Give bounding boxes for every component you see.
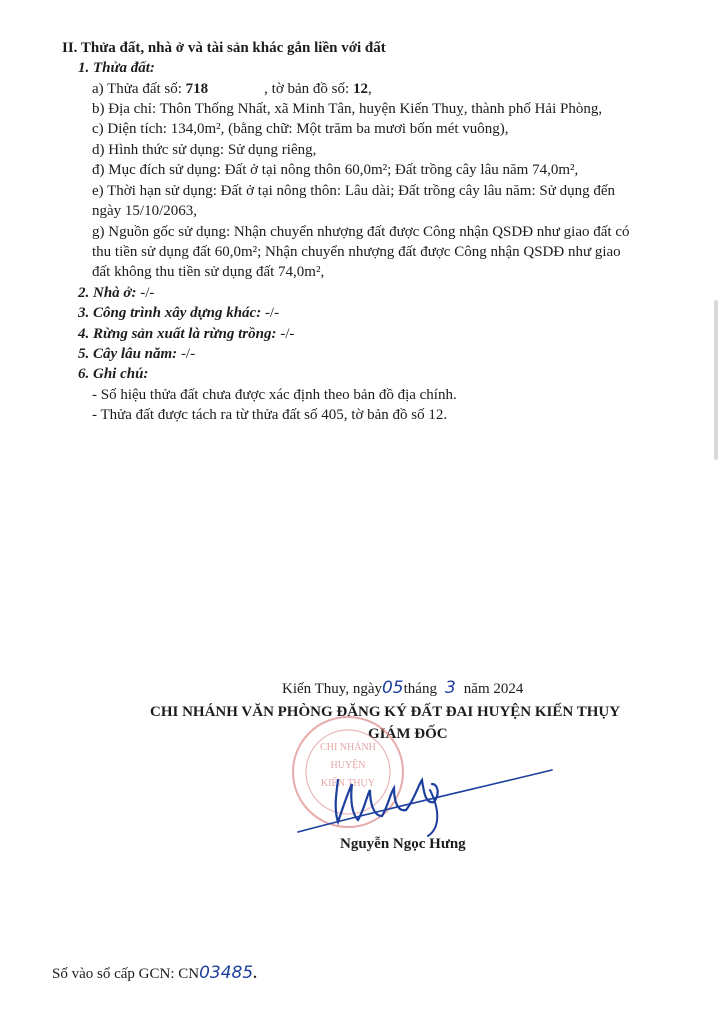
svg-text:HUYỆN: HUYỆN bbox=[330, 760, 366, 771]
date-day: 05 bbox=[381, 678, 404, 698]
land-use-term-line1: e) Thời hạn sử dụng: Đất ở tại nông thôn: Lâu dài; Đất trồng cây lâu năm: Sử dụng đến bbox=[92, 183, 616, 199]
item-house bbox=[78, 283, 154, 303]
sheet-label: , tờ bản đồ số: bbox=[264, 81, 353, 97]
svg-text:CHI NHÁNH: CHI NHÁNH bbox=[320, 742, 376, 753]
item-house-heading: 2. Nhà ở: bbox=[78, 285, 137, 301]
registry-number: 03485 bbox=[199, 963, 254, 983]
date-year: năm 2024 bbox=[463, 681, 524, 697]
land-use-term-line2: ngày 15/10/2063, bbox=[92, 203, 197, 219]
registry-label: Số vào sổ cấp GCN: CN bbox=[52, 966, 200, 982]
svg-text:KIẾN THỤY: KIẾN THỤY bbox=[321, 778, 375, 789]
item-planted-forest bbox=[78, 324, 294, 344]
item-other-construction-value: -/- bbox=[261, 305, 280, 321]
issuing-office: CHI NHÁNH VĂN PHÒNG ĐĂNG KÝ ĐẤT ĐAI HUYỆN KIẾN THỤY bbox=[150, 704, 621, 720]
land-origin-line1: g) Nguồn gốc sử dụng: Nhận chuyển nhượng đất được Công nhận QSDĐ như giao đất có bbox=[92, 224, 630, 240]
land-heading: 1. Thửa đất: bbox=[78, 60, 155, 76]
date-month: 3 bbox=[444, 678, 456, 698]
notes-heading: 6. Ghi chú: bbox=[78, 366, 149, 382]
item-perennial-trees bbox=[78, 344, 195, 364]
land-address: b) Địa chỉ: Thôn Thống Nhất, xã Minh Tân, huyện Kiến Thuỵ, thành phố Hải Phòng, bbox=[92, 101, 603, 117]
item-planted-forest-value: -/- bbox=[276, 326, 295, 342]
scrollbar[interactable] bbox=[714, 300, 718, 460]
land-parcel-line bbox=[92, 79, 372, 99]
land-use-purpose: đ) Mục đích sử dụng: Đất ở tại nông thôn 60,0m²; Đất trồng cây lâu năm 74,0m², bbox=[92, 162, 579, 178]
item-house-value: -/- bbox=[136, 285, 155, 301]
note-line-1: - Số hiệu thửa đất chưa được xác định theo bản đồ địa chính. bbox=[92, 387, 457, 403]
signing-date bbox=[282, 678, 523, 699]
land-origin-line3: đất không thu tiền sử dụng đất 74,0m², bbox=[92, 264, 325, 280]
item-planted-forest-heading: 4. Rừng sản xuất là rừng trồng: bbox=[78, 326, 277, 342]
registry-number-line bbox=[52, 963, 257, 984]
registry-end: . bbox=[253, 966, 257, 982]
land-use-form: d) Hình thức sử dụng: Sử dụng riêng, bbox=[92, 142, 317, 158]
parcel-line-end: , bbox=[367, 81, 372, 97]
item-perennial-trees-heading: 5. Cây lâu năm: bbox=[78, 346, 178, 362]
sheet-number: 12 bbox=[352, 81, 368, 97]
section-title: II. Thửa đất, nhà ở và tài sản khác gắn liền với đất bbox=[62, 40, 386, 56]
parcel-label: a) Thửa đất số: bbox=[92, 81, 186, 97]
date-prefix: Kiến Thuy, ngày bbox=[282, 681, 382, 697]
item-other-construction-heading: 3. Công trình xây dựng khác: bbox=[78, 305, 262, 321]
land-origin-line2: thu tiền sử dụng đất 60,0m²; Nhận chuyển nhượng đất được Công nhận QSDĐ như giao bbox=[92, 244, 621, 260]
date-month-label: tháng bbox=[403, 681, 437, 697]
land-area: c) Diện tích: 134,0m², (bằng chữ: Một trăm ba mươi bốn mét vuông), bbox=[92, 121, 509, 137]
signer-name: Nguyễn Ngọc Hưng bbox=[340, 836, 466, 852]
signer-position: GIÁM ĐỐC bbox=[368, 726, 448, 742]
item-other-construction bbox=[78, 303, 279, 323]
item-perennial-trees-value: -/- bbox=[177, 346, 196, 362]
parcel-number: 718 bbox=[185, 81, 209, 97]
note-line-2: - Thửa đất được tách ra từ thửa đất số 405, tờ bản đồ số 12. bbox=[92, 407, 448, 423]
